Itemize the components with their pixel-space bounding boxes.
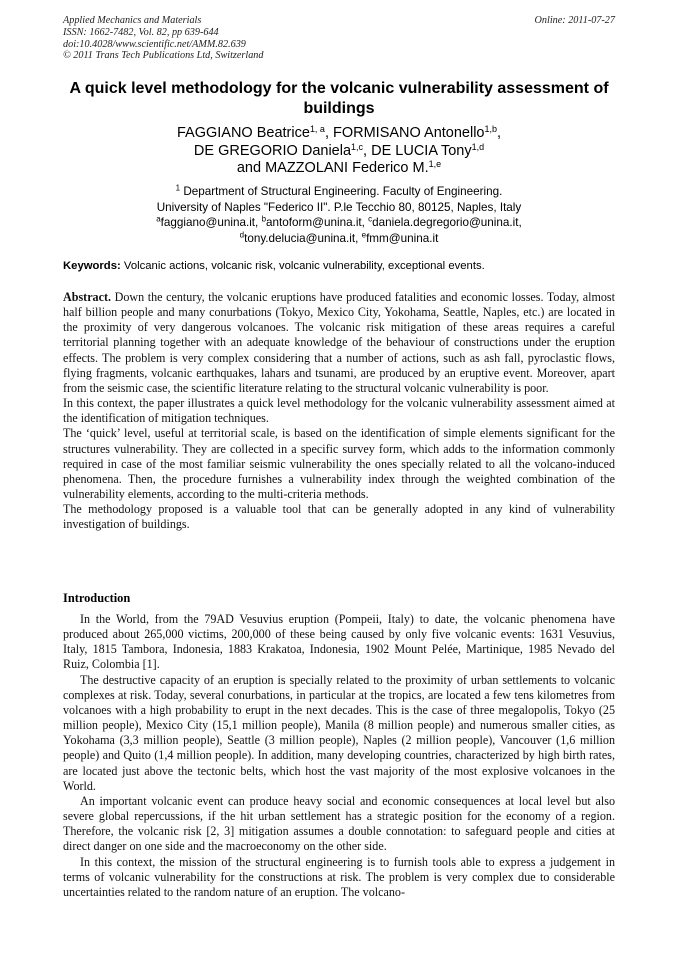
abstract-section bbox=[63, 290, 615, 533]
email-mark: c bbox=[368, 214, 373, 224]
author-affiliation-mark: 1,d bbox=[471, 141, 485, 152]
author-affiliation-mark: 1,b bbox=[484, 124, 497, 135]
abstract-paragraph: The methodology proposed is a valuable tool that can be generally adopted in any kind of vulnerability investigation of buildings. bbox=[63, 502, 615, 532]
online-date: Online: 2011-07-27 bbox=[534, 15, 615, 26]
keywords-text: Volcanic actions, volcanic risk, volcanic vulnerability, exceptional events. bbox=[123, 260, 485, 272]
introduction-paragraph: The destructive capacity of an eruption is specially related to the proximity of urban settlements to volcanic complexes at risk. Today, several conurbations, in particular at the tropics, are located a few tens kilometres from volcanoes with a high probability to erupt in the next decades. This is the case of three megalopolis, Tokyo (25 million people), Mexico City (15,1 million people), Manila (8 million people) and numerous smaller cities, as Yokohama (3,3 million people), Seattle (3 million people), Naples (2 million people), Vancouver (1,6 million people) and Quito (1,4 million people). In addition, many developing countries, characterized by high birth rates, are located just above the tectonic belts, which host the vast majority of the most explosive volcanoes in the World. bbox=[63, 672, 615, 793]
introduction-section bbox=[63, 612, 615, 900]
email-link[interactable]: daniela.degregorio@unina.it, bbox=[372, 216, 522, 229]
journal-name: Applied Mechanics and Materials bbox=[63, 15, 202, 26]
author-name: MAZZOLANI Federico M. bbox=[265, 160, 429, 176]
author-conjunction: and bbox=[236, 160, 262, 176]
email-link[interactable]: fmm@unina.it bbox=[366, 231, 439, 245]
copyright-line: © 2011 Trans Tech Publications Ltd, Switzerland bbox=[63, 50, 264, 62]
email-link[interactable]: faggiano@unina.it, bbox=[160, 216, 259, 229]
keywords-line bbox=[63, 259, 615, 274]
affiliation-line-2: University of Naples "Federico II". P.le Tecchio 80, 80125, Naples, Italy bbox=[156, 200, 522, 214]
email-link[interactable]: tony.delucia@unina.it, bbox=[244, 231, 359, 245]
email-link[interactable]: antoform@unina.it, bbox=[265, 216, 365, 229]
abstract-paragraph bbox=[63, 290, 615, 396]
department-text: Department of Structural Engineering. Faculty of Engineering. bbox=[183, 185, 503, 198]
issn-line: ISSN: 1662-7482, Vol. 82, pp 639-644 bbox=[63, 26, 219, 38]
introduction-paragraph: An important volcanic event can produce heavy social and economic consequences at local level but also severe global repercussions, if the hit urban settlement has a strategic position for the economy of a region. Therefore, the volcanic risk [2, 3] mitigation assumes a double connotation: to safeguard people and cities at direct danger on one side and the macroeconomy on the other side. bbox=[63, 793, 615, 854]
author-affiliation-mark: 1,c bbox=[351, 141, 364, 152]
author-list bbox=[90, 125, 588, 178]
introduction-paragraph: In this context, the mission of the structural engineering is to furnish tools able to express a judgement in terms of volcanic vulnerability for the constructions at risk. The problem is very complex due to considerable uncertainties related to the random nature of an eruption. The volcano- bbox=[63, 854, 615, 899]
paper-title: A quick level methodology for the volcanic vulnerability assessment of buildings bbox=[69, 80, 609, 117]
introduction-paragraph: In the World, from the 79AD Vesuvius eruption (Pompeii, Italy) to date, the volcanic phenomena have produced about 265,000 victims, 200,000 of these being caused by only five volcanic events: 1631 Vesuvius, Italy, 1815 Tambora, Indonesia, 1883 Krakatoa, Indonesia, 1902 Mount Pelée, Martinique, 1985 Nevado del Ruiz, Colombia [1]. bbox=[63, 612, 615, 672]
doi-line: doi:10.4028/www.scientific.net/AMM.82.639 bbox=[63, 38, 246, 50]
keywords-label: Keywords: bbox=[63, 260, 121, 272]
author-line-3 bbox=[90, 160, 588, 178]
author-line-2: DE GREGORIO Daniela$^{1,c}$, DE LUCIA Tony$^{1,d}$ bbox=[193, 141, 485, 159]
email-mark: e bbox=[361, 230, 367, 240]
author-name: FORMISANO Antonello bbox=[333, 125, 485, 141]
affiliation-mark: 1 bbox=[175, 183, 181, 193]
email-line-2 bbox=[90, 231, 588, 247]
section-heading-introduction: Introduction bbox=[63, 591, 131, 605]
abstract-paragraph: In this context, the paper illustrates a quick level methodology for the volcanic vulnerability assessment aimed at the identification of mitigation techniques. bbox=[63, 396, 615, 426]
email-mark: d bbox=[239, 230, 245, 240]
abstract-paragraph: The ‘quick’ level, useful at territorial scale, is based on the identification of simple elements significant for the structures vulnerability. They are collected in a specific survey form, which adds to the information commonly required in case of the most familiar seismic vulnerability the ones specially related to all the volcano-induced phenomena. Then, the procedure furnishes a vulnerability index through the weighted combination of the vulnerability elements, according to the multi-criteria methods. bbox=[63, 426, 615, 502]
affiliation-block bbox=[90, 184, 588, 246]
email-line-1 bbox=[90, 215, 588, 231]
author-name: DE LUCIA Tony bbox=[371, 142, 472, 159]
author-name: FAGGIANO Beatrice bbox=[176, 125, 310, 141]
author-name: DE GREGORIO Daniela bbox=[193, 142, 352, 159]
email-mark: a bbox=[156, 214, 161, 224]
abstract-label: Abstract. bbox=[63, 290, 112, 304]
affiliation-line-1 bbox=[90, 184, 588, 200]
email-mark: b bbox=[261, 214, 266, 224]
author-line-1: FAGGIANO Beatrice$^{1, a}$, FORMISANO Antonello$^{1,b}$, bbox=[176, 124, 502, 141]
abstract-text: Down the century, the volcanic eruptions have produced fatalities and economic losses. Today, almost half billion people and many conurbations (Tokyo, Mexico City, Yokohama, Seattle, Naples, etc.) are located in the proximity of very dangerous volcanoes. The volcanic risk mitigation of these areas requires a careful territorial planning together with an adequate knowledge of the behaviour of constructions under the eruption effects. The problem is very complex considering that a number of actions, such as ash fall, pyroclastic flows, flying fragments, volcanic earthquakes, lahars and tsunami, are produced by an eruptive event. Moreover, apart from the seismic case, the scientific literature relating to the structural volcanic vulnerability is poor. bbox=[63, 290, 615, 395]
journal-header bbox=[63, 15, 615, 62]
author-affiliation-mark: 1, a bbox=[309, 124, 325, 135]
author-affiliation-mark: 1,e bbox=[428, 159, 442, 170]
